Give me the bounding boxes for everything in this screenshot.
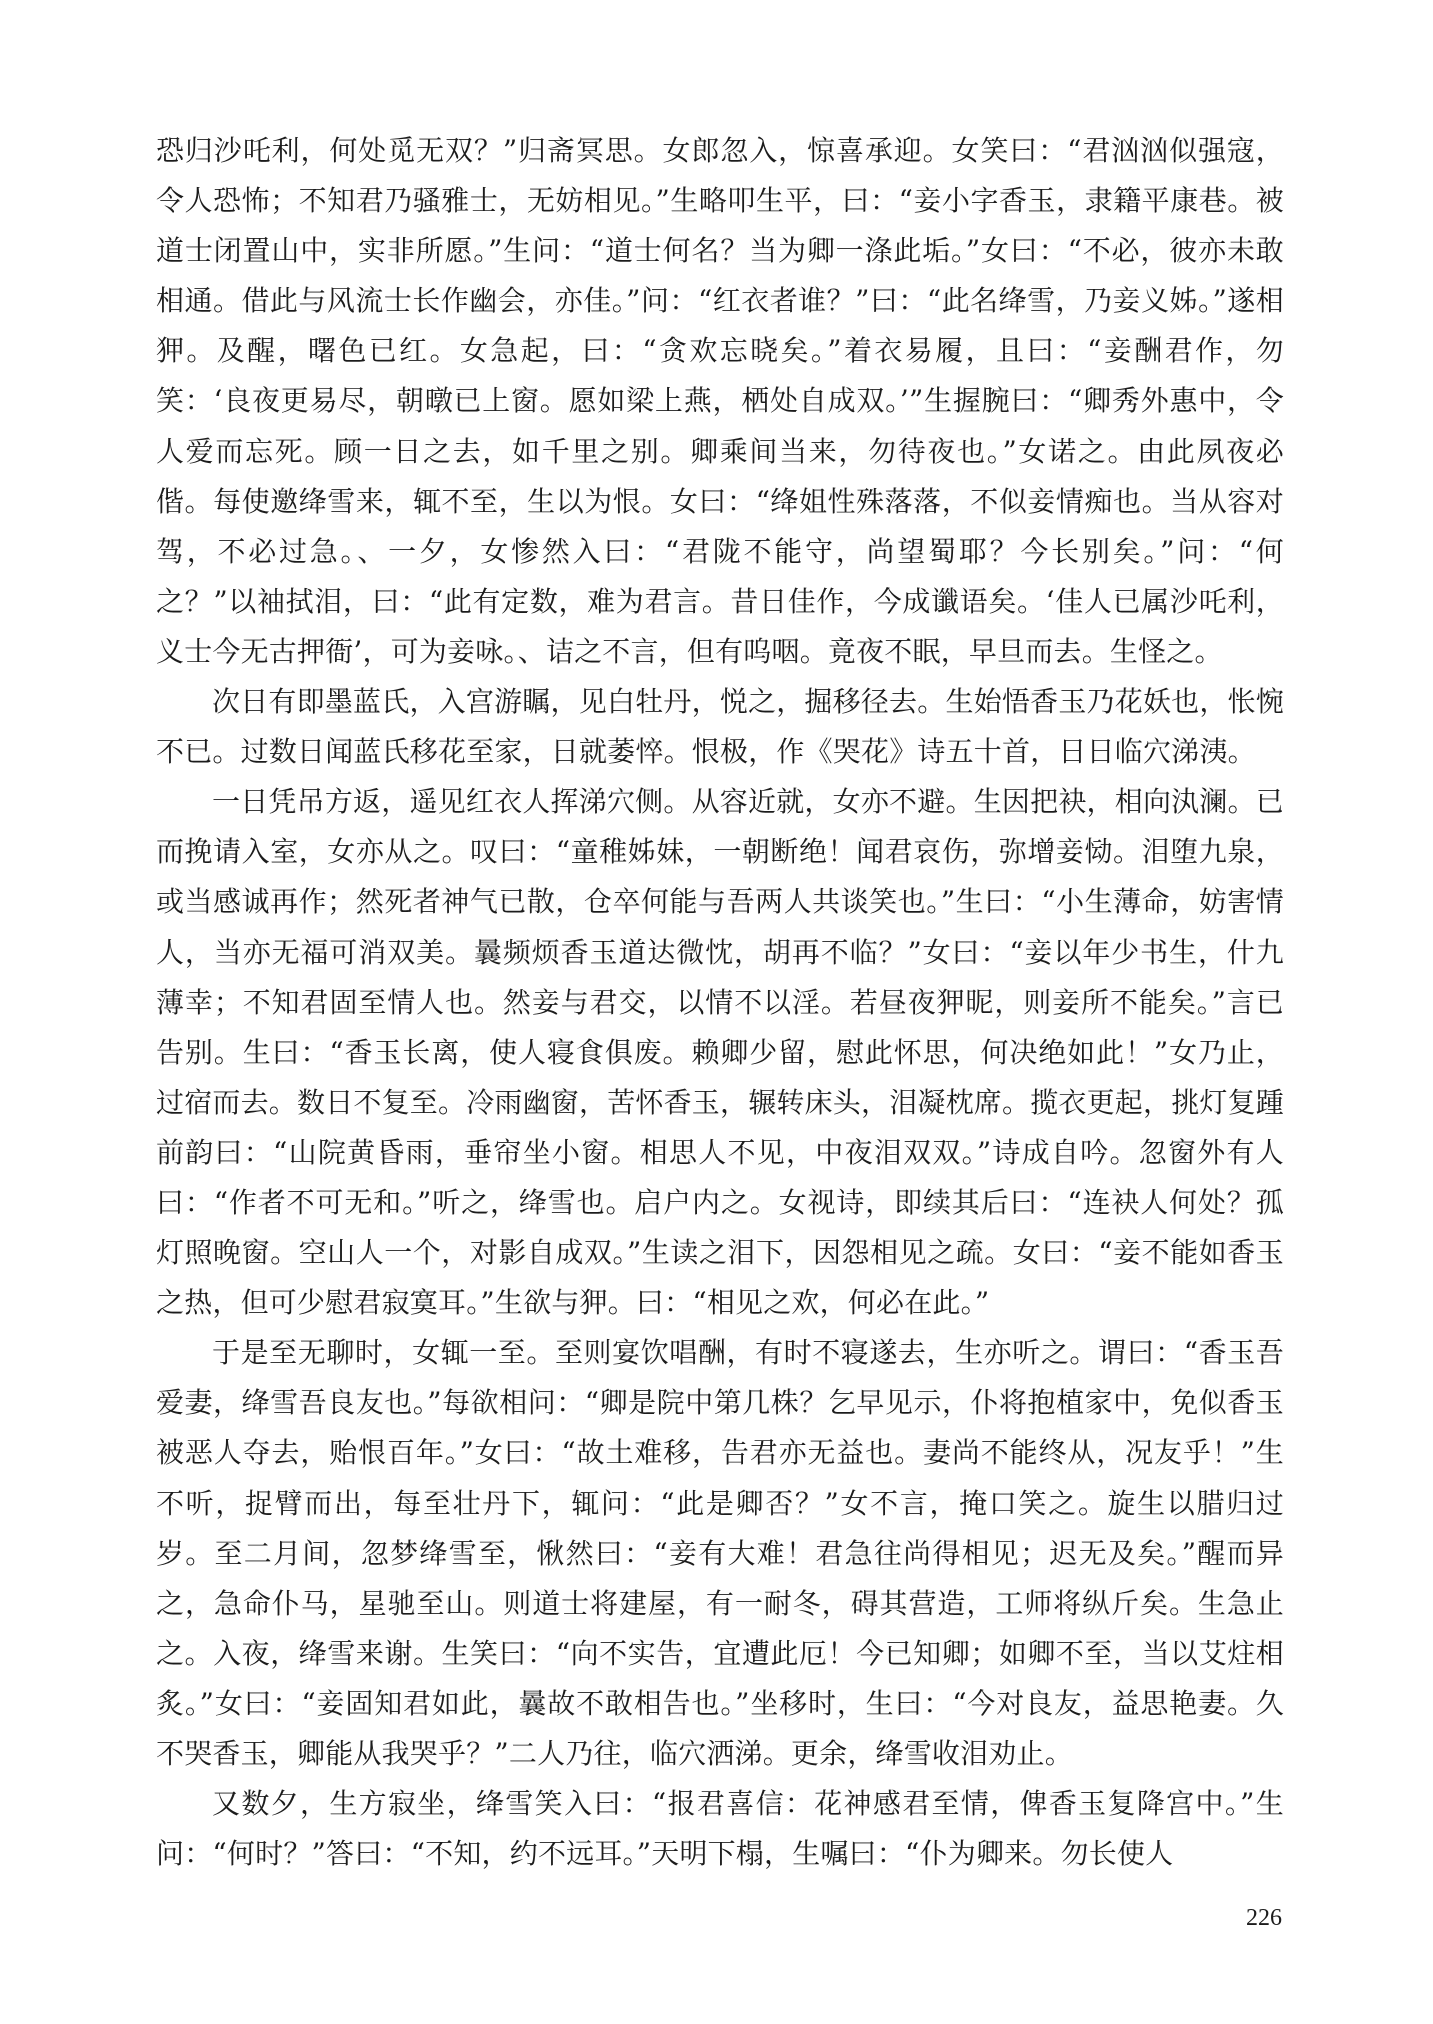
paragraph: 于是至无聊时，女辄一至。至则宴饮唱酬，有时不寝遂去，生亦听之。谓曰：“香玉吾爱妻，绛雪吾良友也。”每欲相问：“卿是院中第几株？乞早见示，仆将抱植家中，免似香玉被恶人夺去，贻恨百年。”女曰：“故土难移，告君亦无益也。妻尚不能终从，况友乎！”生不听，捉臂而出，每至壮丹下，辄问：“此是卿否？”女不言，掩口笑之。旋生以腊归过岁。至二月间，忽梦绛雪至，愀然曰：“妾有大难！君急往尚得相见；迟无及矣。”醒而异之，急命仆马，星驰至山。则道士将建屋，有一耐冬，碍其营造，工师将纵斤矣。生急止之。入夜，绛雪来谢。生笑曰：“向不实告，宜遭此厄！今已知卿；如卿不至，当以艾炷相炙。”女曰：“妾固知君如此，曩故不敢相告也。”坐移时，生曰：“今对良友，益思艳妻。久不哭香玉，卿能从我哭乎？”二人乃往，临穴洒涕。更余，绛雪收泪劝止。 [156, 1336, 1284, 1770]
body-text [156, 126, 1284, 1879]
paragraph: 又数夕，生方寂坐，绛雪笑入曰：“报君喜信：花神感君至情，俾香玉复降宫中。”生问：“何时？”答曰：“不知，约不远耳。”天明下榻，生嘱曰：“仆为卿来。勿长使人 [156, 1787, 1284, 1871]
page-number: 226 [1246, 1905, 1282, 1931]
paragraph: 次日有即墨蓝氏，入宫游瞩，见白牡丹，悦之，掘移径去。生始悟香玉乃花妖也，怅惋不已。过数日闻蓝氏移花至家，日就萎悴。恨极，作《哭花》诗五十首，日日临穴涕洟。 [156, 685, 1284, 769]
paragraph: 一日凭吊方返，遥见红衣人挥涕穴侧。从容近就，女亦不避。生因把袂，相向汍澜。已而挽请入室，女亦从之。叹曰：“童稚姊妹，一朝断绝！闻君哀伤，弥增妾恸。泪堕九泉，或当感诚再作；然死者神气已散，仓卒何能与吾两人共谈笑也。”生曰：“小生薄命，妨害情人，当亦无福可消双美。曩频烦香玉道达微忱，胡再不临？”女曰：“妾以年少书生，什九薄幸；不知君固至情人也。然妾与君交，以情不以淫。若昼夜狎昵，则妾所不能矣。”言已告别。生曰：“香玉长离，使人寝食俱废。赖卿少留，慰此怀思，何决绝如此！”女乃止，过宿而去。数日不复至。冷雨幽窗，苦怀香玉，辗转床头，泪凝枕席。揽衣更起，挑灯复踵前韵曰：“山院黄昏雨，垂帘坐小窗。相思人不见，中夜泪双双。”诗成自吟。忽窗外有人曰：“作者不可无和。”听之，绛雪也。启户内之。女视诗，即续其后曰：“连袂人何处？孤灯照晚窗。空山人一个，对影自成双。”生读之泪下，因怨相见之疏。女曰：“妾不能如香玉之热，但可少慰君寂寞耳。”生欲与狎。曰：“相见之欢，何必在此。” [156, 785, 1285, 1320]
paragraph: 恐归沙吒利，何处觅无双？”归斋冥思。女郎忽入，惊喜承迎。女笑曰：“君汹汹似强寇，令人恐怖；不知君乃骚雅士，无妨相见。”生略叩生平，曰：“妾小字香玉，隶籍平康巷。被道士闭置山中，实非所愿。”生问：“道士何名？当为卿一涤此垢。”女曰：“不必，彼亦未敢相通。借此与风流士长作幽会，亦佳。”问：“红衣者谁？”曰：“此名绛雪，乃妾义姊。”遂相狎。及醒，曙色已红。女急起，曰：“贪欢忘晓矣。”着衣易履，且曰：“妾酬君作，勿笑：‘良夜更易尽，朝暾已上窗。愿如梁上燕，栖处自成双。’”生握腕曰：“卿秀外惠中，令人爱而忘死。顾一日之去，如千里之别。卿乘间当来，勿待夜也。”女诺之。由此夙夜必偕。每使邀绛雪来，辄不至，生以为恨。女曰：“绛姐性殊落落，不似妾情痴也。当从容对驾，不必过急。、一夕，女惨然入曰：“君陇不能守，尚望蜀耶？今长别矣。”问：“何之？”以袖拭泪，曰：“此有定数，难为君言。昔日佳作，今成谶语矣。‘佳人已属沙吒利，义士今无古押衙’，可为妾咏。、诘之不言，但有呜咽。竟夜不眠，早旦而去。生怪之。 [156, 134, 1284, 668]
